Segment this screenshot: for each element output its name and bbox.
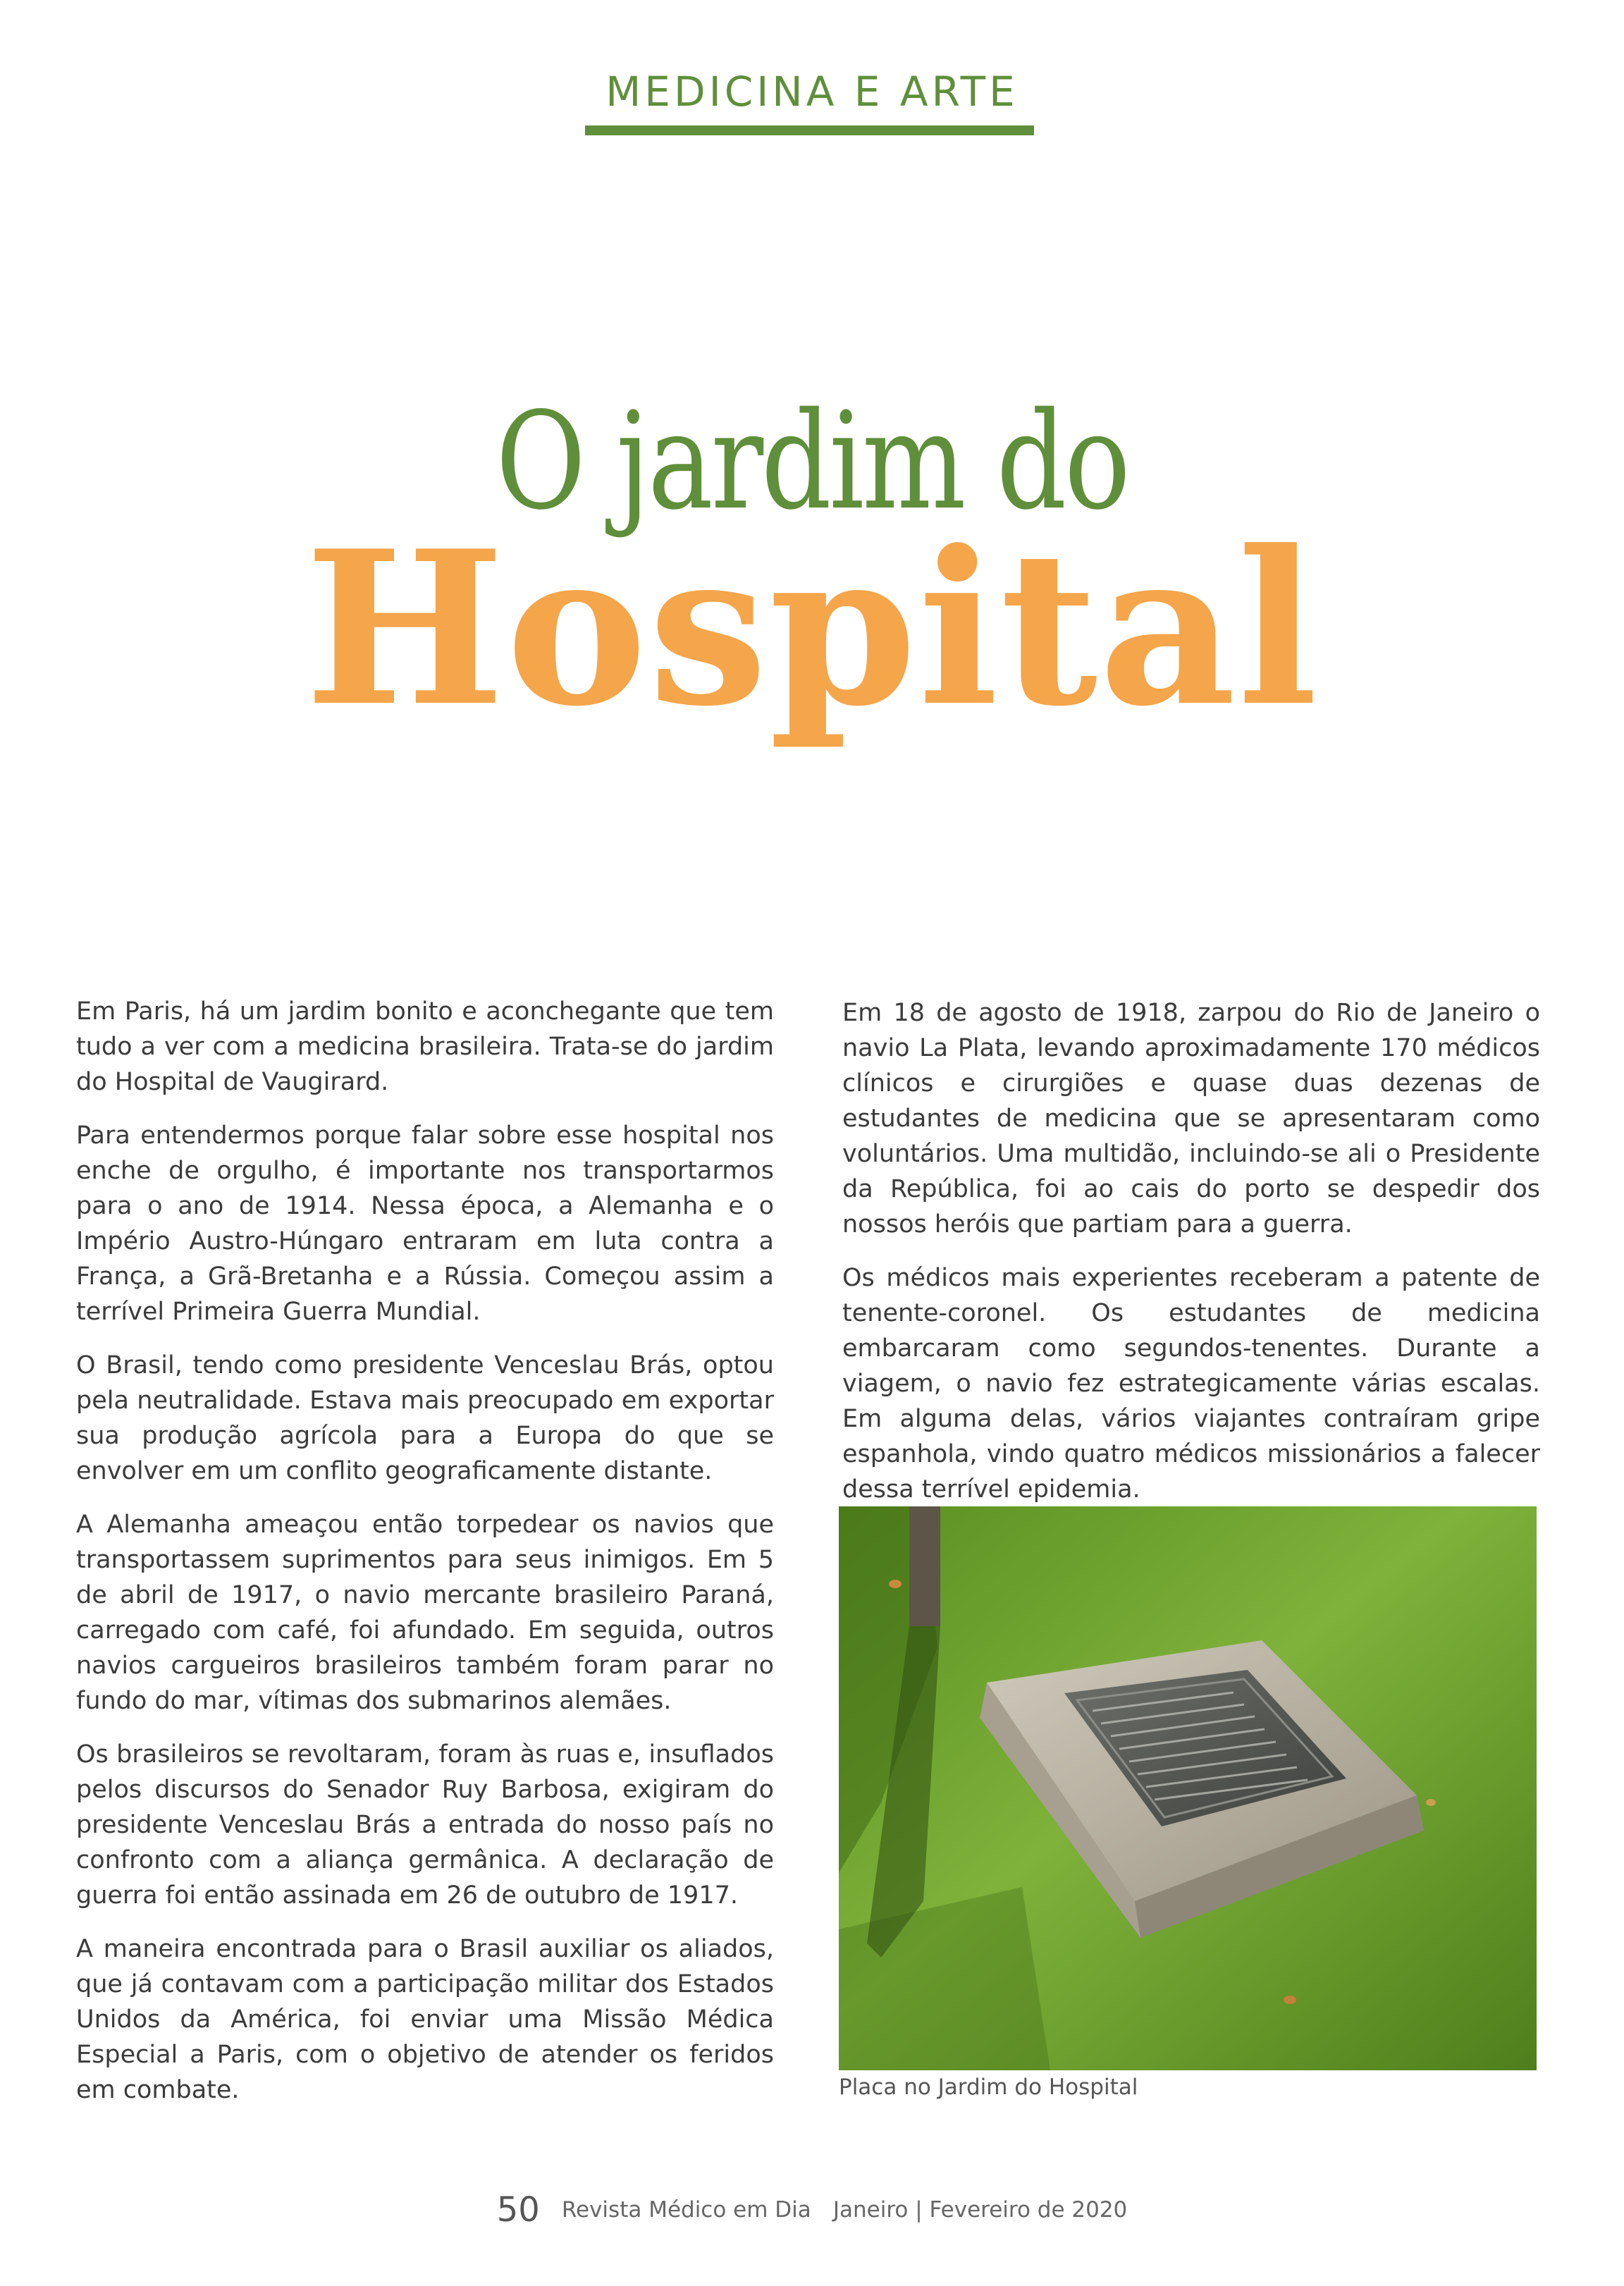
page-number: 50 <box>496 2190 540 2230</box>
photo-caption: Placa no Jardim do Hospital <box>839 2075 1138 2100</box>
issue-date: Janeiro | Fevereiro de 2020 <box>832 2197 1128 2223</box>
page-footer <box>0 2190 1624 2230</box>
section-underline <box>585 125 1034 135</box>
photo-illustration <box>839 1506 1537 2070</box>
paragraph: O Brasil, tendo como presidente Venceslau Brás, optou pela neutralidade. Estava mais preocupado em exportar sua produção agrícola para a Europa do que se envolver em um conflito geograficamente distante. <box>76 1351 774 1485</box>
section-header: MEDICINA E ARTE <box>605 68 1019 116</box>
right-text-column <box>842 995 1540 1525</box>
paragraph: Os médicos mais experientes receberam a patente de tenente-coronel. Os estudantes de medicina embarcaram como segundos-tenentes. Durante a viagem, o navio fez estrategicamente várias escalas. Em alguma delas, vários viajantes contraíram gripe espanhola, vindo quatro médicos missionários a falecer dessa terrível epidemia. <box>842 1264 1540 1504</box>
article-title-line-2: Hospital <box>304 504 1320 753</box>
magazine-name: Revista Médico em Dia <box>561 2197 811 2223</box>
left-text-column <box>76 994 774 2126</box>
garden-plaque-photo <box>839 1506 1537 2070</box>
paragraph: Os brasileiros se revoltaram, foram às ruas e, insuflados pelos discursos do Senador Ruy Barbosa, exigiram do presidente Venceslau Brás a entrada do nosso país no confronto com a aliança germânica. A declaração de guerra foi então assinada em 26 de outubro de 1917. <box>76 1740 774 1910</box>
paragraph: A maneira encontrada para o Brasil auxiliar os aliados, que já contavam com a participação militar dos Estados Unidos da América, foi enviar uma Missão Médica Especial a Paris, com o objetivo de atender os feridos em combate. <box>76 1935 774 2104</box>
paragraph: Para entendermos porque falar sobre esse hospital nos enche de orgulho, é importante nos transportarmos para o ano de 1914. Nessa época, a Alemanha e o Império Austro-Húngaro entraram em luta contra a França, a Grã-Bretanha e a Rússia. Começou assim a terrível Primeira Guerra Mundial. <box>76 1122 774 1326</box>
paragraph: A Alemanha ameaçou então torpedear os navios que transportassem suprimentos para seus inimigos. Em 5 de abril de 1917, o navio mercante brasileiro Paraná, carregado com café, foi afundado. Em seguida, outros navios cargueiros brasileiros também foram parar no fundo do mar, vítimas dos submarinos alemães. <box>76 1511 774 1715</box>
paragraph: Em Paris, há um jardim bonito e aconchegante que tem tudo a ver com a medicina brasileira. Trata-se do jardim do Hospital de Vaugirard. <box>76 997 774 1096</box>
article-title-line-1: O jardim do <box>496 383 1128 539</box>
paragraph: Em 18 de agosto de 1918, zarpou do Rio de Janeiro o navio La Plata, levando aproximadamente 170 médicos clínicos e cirurgiões e quase duas dezenas de estudantes de medicina que se apresentaram como voluntários. Uma multidão, incluindo-se ali o Presidente da República, foi ao cais do porto se despedir dos nossos heróis que partiam para a guerra. <box>842 999 1540 1239</box>
